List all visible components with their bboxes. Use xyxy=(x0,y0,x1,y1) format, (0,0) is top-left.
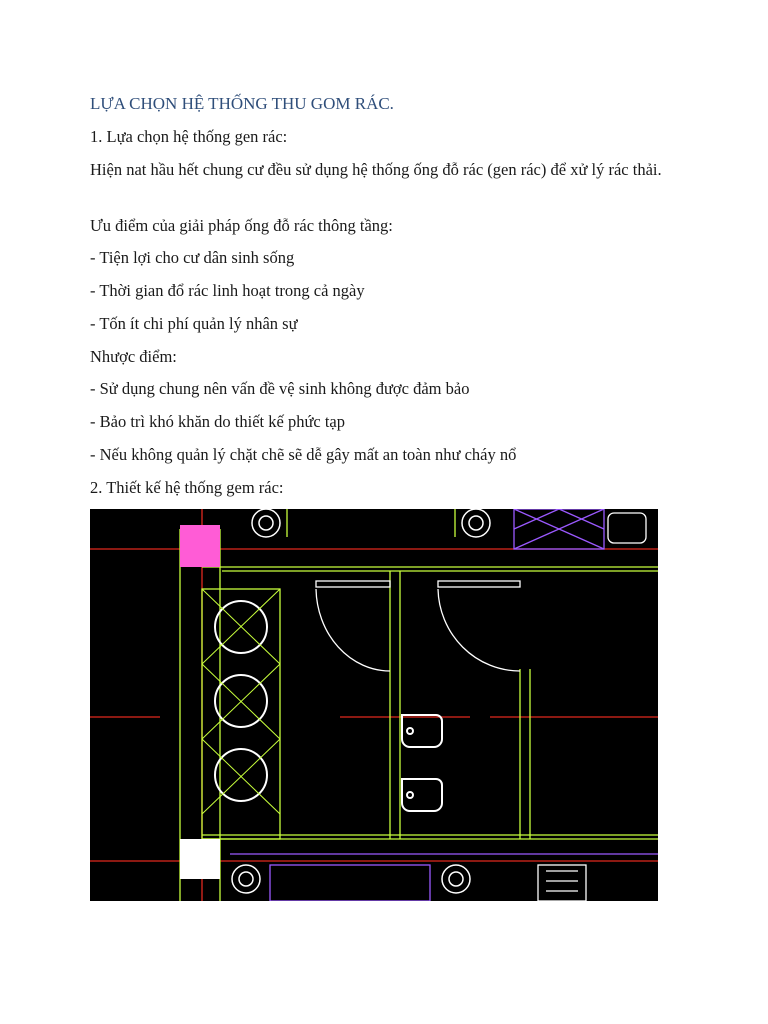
column-block xyxy=(180,839,220,879)
door-swings xyxy=(316,581,520,671)
disadvantages-heading: Nhược điểm: xyxy=(90,347,177,366)
disadvantage-item-1: - Sử dụng chung nên vấn đề vệ sinh không được đảm bảo xyxy=(90,379,470,398)
disadvantage-item-2: - Bảo trì khó khăn do thiết kế phức tạp xyxy=(90,412,346,431)
sink-fixtures xyxy=(402,715,442,811)
advantages-heading: Ưu điểm của giải pháp ống đỗ rác thông tầng: xyxy=(90,216,393,235)
cad-floor-plan-image xyxy=(90,509,658,901)
axis-lines xyxy=(90,509,658,901)
cad-drawing xyxy=(90,509,658,901)
paragraph-intro: Hiện nat hầu hết chung cư đều sử dụng hệ thống ống đỗ rác (gen rác) để xử lý rác thải. xyxy=(90,160,662,179)
document-title: LỰA CHỌN HỆ THỐNG THU GOM RÁC. xyxy=(90,94,394,113)
advantage-item-3: - Tốn ít chi phí quản lý nhân sự xyxy=(90,314,298,333)
section-heading-2: 2. Thiết kế hệ thống gem rác: xyxy=(90,478,284,497)
purple-detail-lines xyxy=(230,509,658,901)
section-heading-1: 1. Lựa chọn hệ thống gen rác: xyxy=(90,127,288,146)
garbage-chute-block xyxy=(180,525,220,567)
disadvantage-item-3: - Nếu không quản lý chặt chẽ sẽ dễ gây mất an toàn như cháy nổ xyxy=(90,445,517,464)
advantage-item-1: - Tiện lợi cho cư dân sinh sống xyxy=(90,248,295,267)
wall-lines xyxy=(180,509,658,901)
chute-frames xyxy=(202,589,280,814)
advantage-item-2: - Thời gian đổ rác linh hoạt trong cả ngày xyxy=(90,281,365,300)
